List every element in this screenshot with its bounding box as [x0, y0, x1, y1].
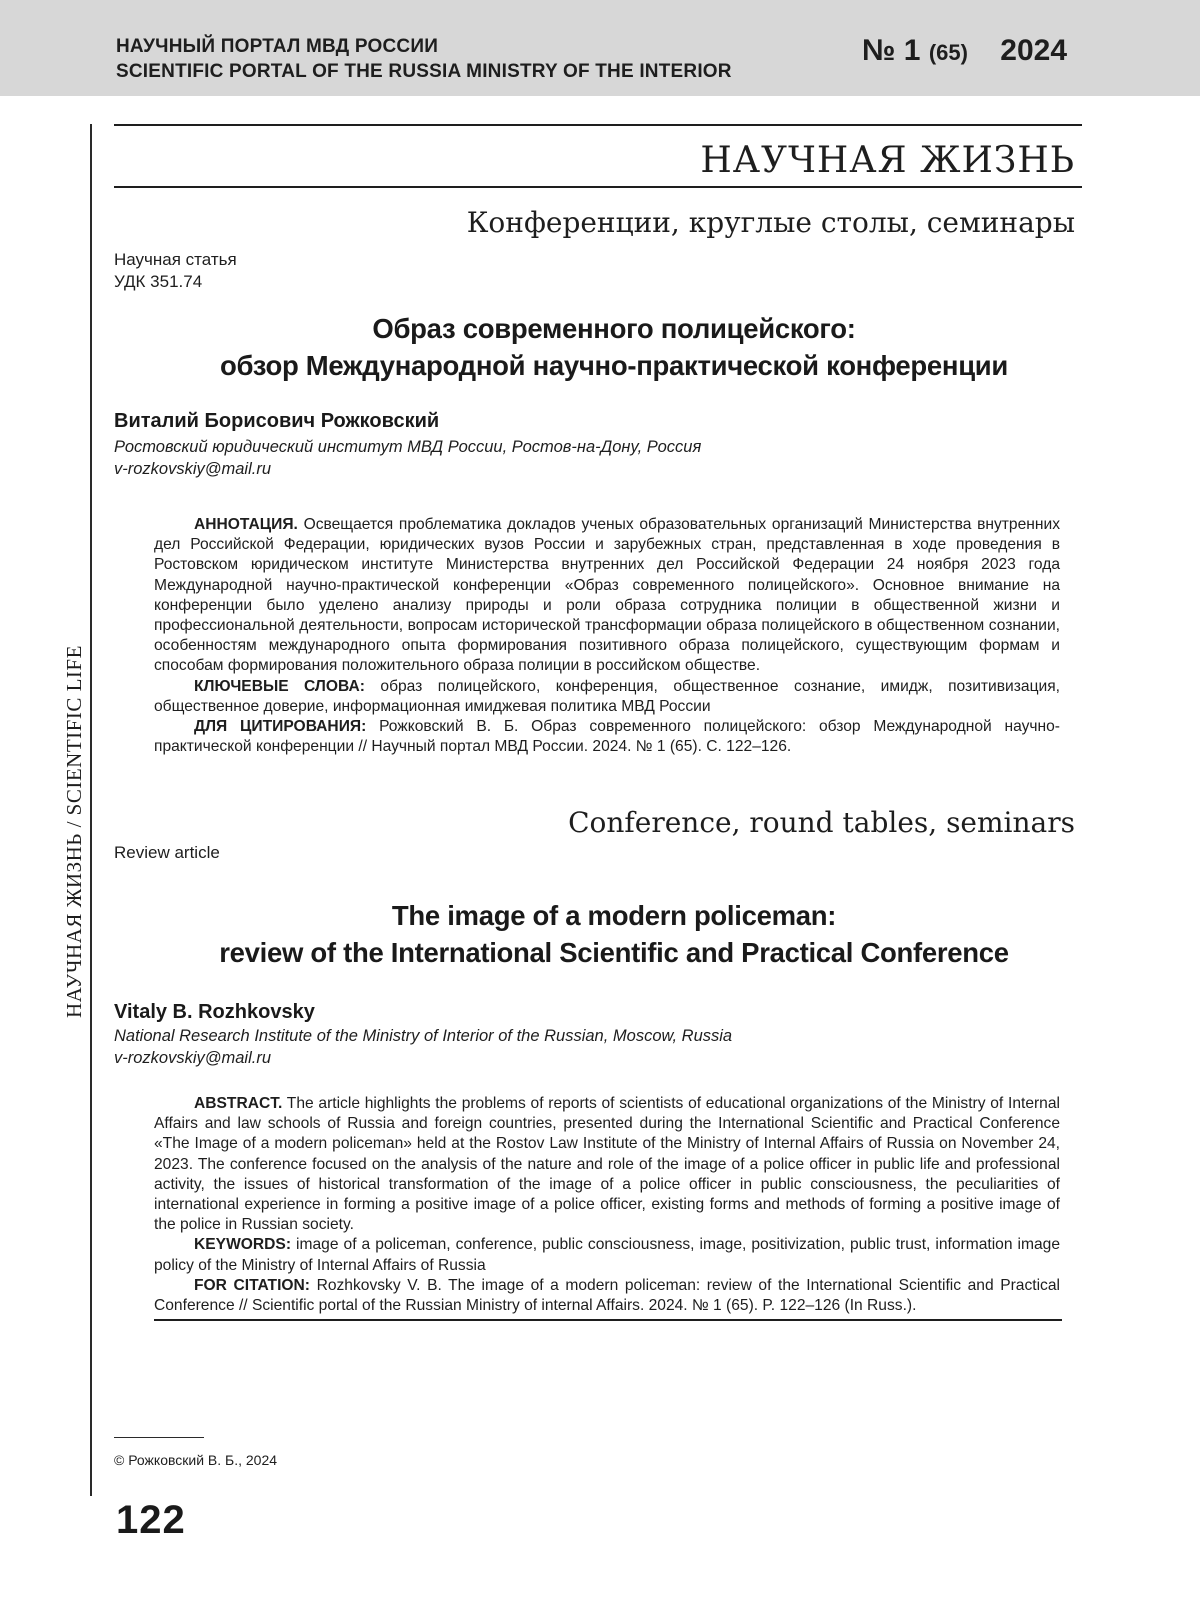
article-title-ru-line2: обзор Международной научно-практической конференции — [219, 350, 1009, 381]
keywords-label-en: KEYWORDS: — [194, 1236, 292, 1254]
section-rule-top — [114, 124, 1082, 126]
article-title-ru — [114, 310, 1114, 384]
author-email-en[interactable]: v-rozkovskiy@mail.ru — [114, 1049, 272, 1067]
keywords-en — [154, 1235, 1060, 1275]
citation-text-en: Rozhkovsky V. B. The image of a modern policeman: review of the International Scientific and Practical Conference // Scientific portal of the Russian Ministry of internal Affairs. 2024. № 1 (65). P. 122–126 (In Russ.). — [154, 1276, 1060, 1315]
article-type-en: Review article — [114, 843, 220, 862]
citation-en — [154, 1276, 1060, 1316]
abstract-block-ru — [154, 515, 1060, 757]
abstract-text-ru: Освещается проблематика докладов ученых образовательных организаций Министерства внутренних дел Российской Федерации, юридических вузов России и зарубежных стран, представленная в ходе проведения в Ростовском юридическом институте Министерства внутренних дел Российской Федерации 24 ноября 2023 года Международной научно-практической конференции «Образ современного полицейского». Основное внимание на конференции было уделено анализу природы и роли образа сотрудника полиции в общественной жизни и профессиональной деятельности, вопросам исторической трансформации образа полицейского в общественном сознании, особенностям международного опыта формирования позитивного образа полицейского, существующим формам и способам формирования положительного образа полиции в российском обществе. — [154, 516, 1060, 675]
citation-label-en: FOR CITATION: — [194, 1276, 310, 1294]
abstract-end-rule — [154, 1319, 1062, 1321]
article-title-ru-line1: Образ современного полицейского: — [372, 313, 856, 344]
abstract-label-ru: АННОТАЦИЯ. — [194, 516, 298, 533]
keywords-ru — [154, 677, 1060, 717]
author-affiliation-en: National Research Institute of the Ministry of Interior of the Russian, Moscow, Russia — [114, 1027, 733, 1045]
abstract-ru — [154, 515, 1060, 677]
issue-number: № 1 — [862, 34, 921, 67]
journal-header — [0, 0, 1200, 96]
running-section-title: НАУЧНАЯ ЖИЗНЬ / SCIENTIFIC LIFE — [62, 645, 86, 1018]
abstract-label-en: ABSTRACT. — [194, 1095, 283, 1112]
section-title: НАУЧНАЯ ЖИЗНЬ — [700, 140, 1075, 181]
author-email-ru[interactable]: v-rozkovskiy@mail.ru — [114, 460, 272, 478]
author-affiliation-ru: Ростовский юридический институт МВД России, Ростов-на-Дону, Россия — [114, 438, 702, 456]
issue-year: 2024 — [1000, 34, 1068, 67]
subsection-title-ru: Конференции, круглые столы, семинары — [466, 206, 1075, 239]
citation-ru — [154, 717, 1060, 757]
article-title-en — [114, 897, 1114, 971]
article-type-ru: Научная статья — [114, 250, 237, 269]
page-number: 122 — [116, 1498, 186, 1542]
author-name-ru: Виталий Борисович Рожковский — [114, 410, 440, 432]
issue-sub-number: (65) — [928, 40, 968, 65]
keywords-text-ru: образ полицейского, конференция, общественное сознание, имидж, позитивизация, общественное доверие, информационная имиджевая политика МВД России — [154, 677, 1060, 715]
keywords-text-en: image of a policeman, conference, public consciousness, image, positivization, public trust, information image policy of the Ministry of Internal Affairs of Russia — [154, 1236, 1060, 1274]
left-margin-rule — [90, 124, 92, 1496]
copyright-note: © Рожковский В. Б., 2024 — [114, 1452, 278, 1468]
subsection-title-en: Conference, round tables, seminars — [568, 806, 1075, 839]
footnote-separator — [114, 1437, 204, 1438]
abstract-block-en — [154, 1094, 1060, 1316]
article-title-en-line1: The image of a modern policeman: — [391, 900, 837, 931]
citation-label-ru: ДЛЯ ЦИТИРОВАНИЯ: — [194, 718, 367, 736]
journal-name-ru: НАУЧНЫЙ ПОРТАЛ МВД РОССИИ — [116, 36, 439, 57]
keywords-label-ru: КЛЮЧЕВЫЕ СЛОВА: — [194, 677, 365, 695]
udk-code: УДК 351.74 — [114, 272, 203, 291]
abstract-en — [154, 1094, 1060, 1235]
section-rule-bottom — [114, 186, 1082, 188]
journal-name-en: SCIENTIFIC PORTAL OF THE RUSSIA MINISTRY OF THE INTERIOR — [116, 61, 732, 82]
citation-text-ru: Рожковский В. Б. Образ современного полицейского: обзор Международной научно-практической конференции // Научный портал МВД России. 2024. № 1 (65). С. 122–126. — [154, 718, 1060, 756]
author-name-en: Vitaly B. Rozhkovsky — [114, 1001, 315, 1023]
abstract-text-en: The article highlights the problems of reports of scientists of educational organizations of the Ministry of Internal Affairs and law schools of Russia and foreign countries, presented during the International Scientific and Practical Conference «The Image of a modern policeman» held at the Rostov Law Institute of the Ministry of Internal Affairs of Russia on November 24, 2023. The conference focused on the analysis of the nature and role of the image of a police officer in public life and professional activity, the issues of historical transformation of the image of a police officer in public consciousness, the peculiarities of international experience in forming a positive image of a police officer, existing forms and methods of forming a positive image of the police in Russian society. — [154, 1095, 1060, 1234]
issue-info — [862, 34, 1067, 68]
article-title-en-line2: review of the International Scientific and Practical Conference — [219, 937, 1009, 968]
